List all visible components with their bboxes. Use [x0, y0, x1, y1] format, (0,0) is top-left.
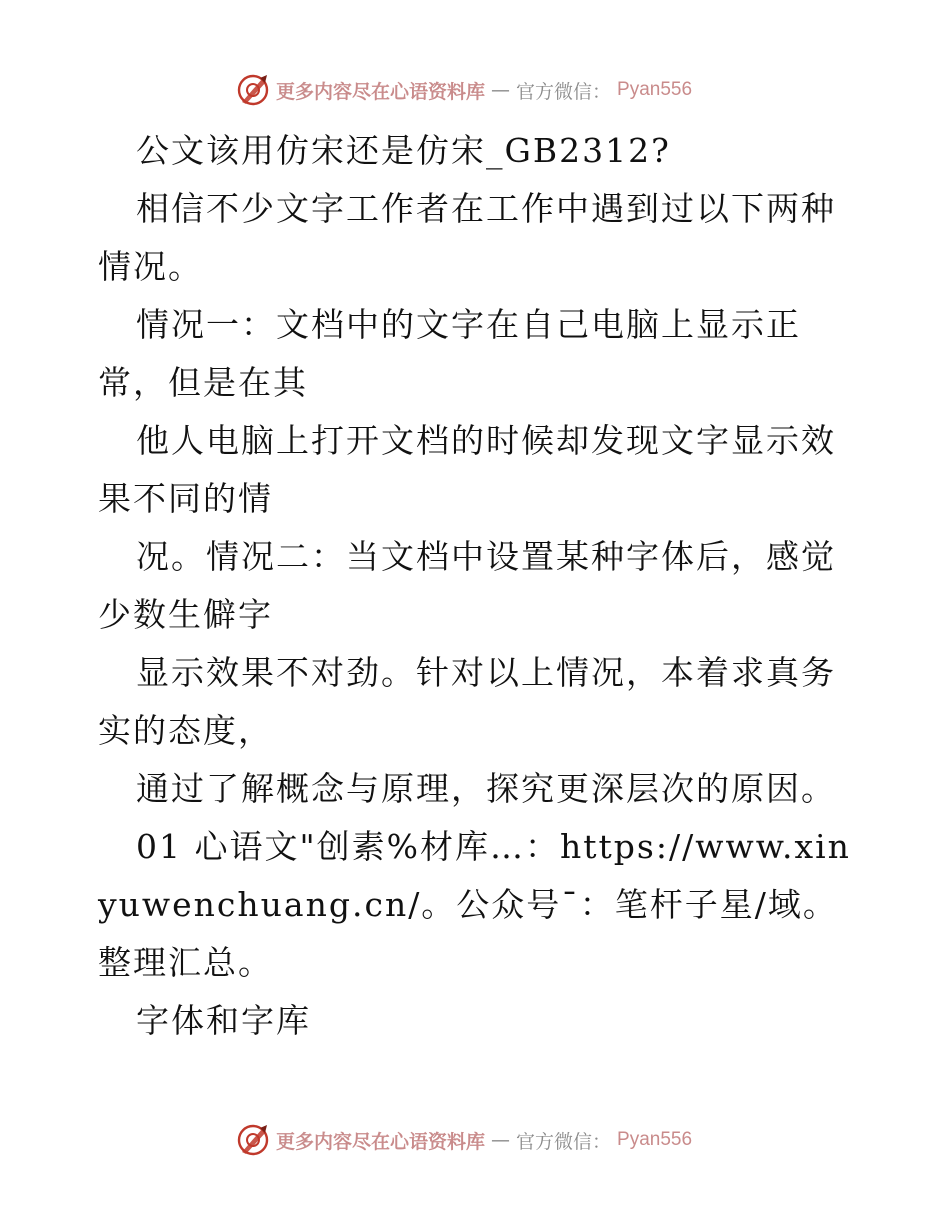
paragraph: 相信不少文字工作者在工作中遇到过以下两种情况。: [98, 189, 836, 286]
promo-text: 更多内容尽在心语资料库: [276, 80, 486, 103]
header-banner: [236, 72, 716, 108]
wechat-id: Pyan556: [617, 1129, 693, 1150]
contact-label: 官方微信：: [516, 80, 612, 103]
paragraph: 况。情况二：当文档中设置某种字体后，感觉少数生僻字: [98, 537, 836, 634]
seal-pen-logo-icon: [236, 1123, 270, 1157]
paragraph: 通过了解概念与原理，探究更深层次的原因。: [136, 769, 836, 808]
contact-label: 官方微信：: [516, 1130, 612, 1153]
banner-dash: —: [491, 1129, 511, 1151]
paragraph: 他人电脑上打开文档的时候却发现文字显示效果不同的情: [98, 421, 836, 518]
paragraph: 情况一：文档中的文字在自己电脑上显示正常，但是在其: [98, 305, 801, 402]
wechat-id: Pyan556: [617, 79, 693, 100]
source-note: 01 心语文"创素%材库…：https://www.xinyuwenchuang.cn/。公众号¯：笔杆子星/域。整理汇总。: [98, 827, 851, 982]
banner-dash: —: [491, 79, 511, 101]
document-body: [98, 122, 858, 1050]
document-title: 公文该用仿宋还是仿宋_GB2312?: [136, 131, 671, 170]
paragraph: 显示效果不对劲。针对以上情况，本着求真务实的态度，: [98, 653, 836, 750]
promo-text: 更多内容尽在心语资料库: [276, 1130, 486, 1153]
footer-banner: [236, 1122, 716, 1158]
section-heading: 字体和字库: [136, 1001, 311, 1040]
seal-pen-logo-icon: [236, 73, 270, 107]
